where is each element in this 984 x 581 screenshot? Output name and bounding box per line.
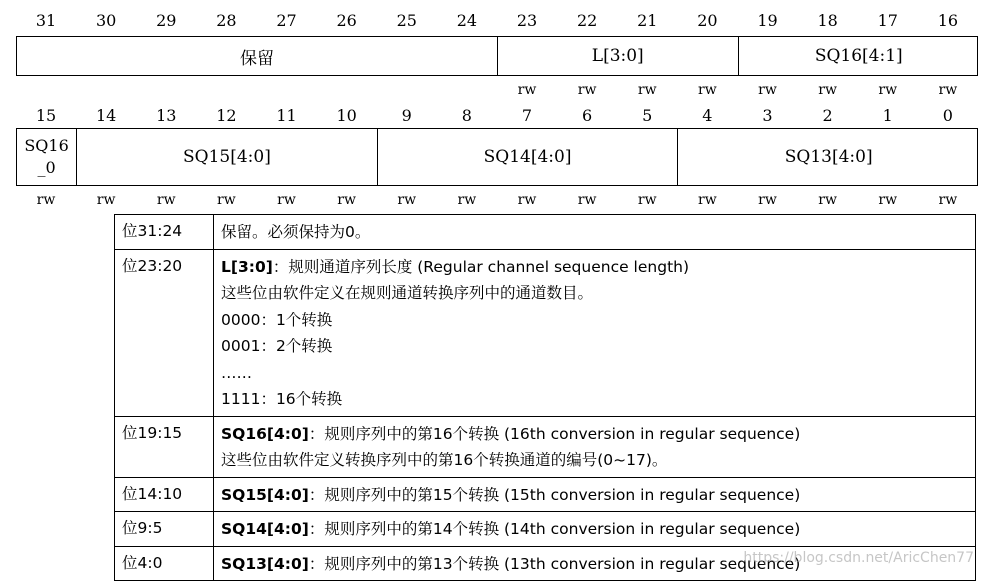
description-line: 0000：1个转换 xyxy=(221,310,333,329)
bit-description xyxy=(214,215,976,250)
access-label: rw xyxy=(457,192,477,208)
bit-number: 11 xyxy=(276,106,297,125)
access-label: rw xyxy=(878,192,898,208)
bottom-register-fields xyxy=(16,128,978,186)
bit-number: 24 xyxy=(456,11,478,30)
table-row xyxy=(115,416,976,477)
bit-range: 位31:24 xyxy=(115,215,214,250)
description-line: L[3:0]：规则通道序列长度 (Regular channel sequence length) xyxy=(221,257,690,276)
bit-number: 10 xyxy=(336,106,357,125)
field-label-line: SQ16 xyxy=(24,136,69,155)
bit-number: 23 xyxy=(516,11,538,30)
access-label: rw xyxy=(878,82,898,98)
access-label: rw xyxy=(577,82,597,98)
bit-number: 8 xyxy=(461,106,472,125)
access-label: rw xyxy=(938,192,958,208)
access-label: rw xyxy=(397,192,417,208)
table-row xyxy=(115,477,976,512)
field-name: SQ15[4:0] xyxy=(221,485,309,504)
bit-number: 26 xyxy=(336,11,357,30)
bit-number: 25 xyxy=(396,11,417,30)
description-line: 保留。必须保持为0。 xyxy=(221,223,371,241)
register-field: SQ15[4:0] xyxy=(77,129,378,185)
register-field: 保留 xyxy=(17,37,498,75)
bit-number: 19 xyxy=(757,11,778,30)
access-label: rw xyxy=(637,192,657,208)
bit-number: 6 xyxy=(582,106,593,125)
access-label: rw xyxy=(217,192,236,208)
bit-number: 0 xyxy=(942,106,953,125)
access-label: rw xyxy=(938,82,958,98)
access-label: rw xyxy=(517,192,537,208)
bit-number: 1 xyxy=(882,106,893,125)
bit-description xyxy=(214,477,976,512)
bit-number: 4 xyxy=(702,106,713,125)
access-label: rw xyxy=(337,192,356,208)
access-label: rw xyxy=(698,82,717,98)
field-name: SQ14[4:0] xyxy=(221,520,309,538)
register-field: L[3:0] xyxy=(498,37,739,75)
table-row xyxy=(115,249,976,416)
register-field xyxy=(17,129,77,185)
access-label: rw xyxy=(517,82,537,98)
bit-range: 位9:5 xyxy=(115,512,214,547)
bit-number: 27 xyxy=(276,11,297,30)
bit-number: 29 xyxy=(156,11,177,30)
bit-number: 5 xyxy=(642,106,653,125)
register-field: SQ16[4:1] xyxy=(814,46,903,66)
bit-description xyxy=(214,512,976,547)
register-field: SQ14[4:0] xyxy=(378,129,679,185)
bit-number: 14 xyxy=(95,106,117,125)
access-label: rw xyxy=(637,82,657,98)
description-line: 这些位由软件定义转换序列中的第16个转换通道的编号(0~17)。 xyxy=(221,451,668,469)
bit-number: 2 xyxy=(822,106,833,125)
bit-range: 位19:15 xyxy=(115,416,214,477)
access-label: rw xyxy=(96,192,116,208)
bit-number: 3 xyxy=(762,106,773,125)
access-label: rw xyxy=(698,192,717,208)
access-label: rw xyxy=(36,192,56,208)
bit-number: 31 xyxy=(35,11,57,30)
access-label: rw xyxy=(818,82,837,98)
bit-number: 28 xyxy=(216,11,237,30)
bit-number: 7 xyxy=(521,106,533,125)
table-row xyxy=(115,215,976,250)
description-line: 这些位由软件定义在规则通道转换序列中的通道数目。 xyxy=(221,284,594,302)
description-line: SQ15[4:0]：规则序列中的第15个转换 (15th conversion in regular sequence) xyxy=(221,485,801,504)
bit-number: 21 xyxy=(637,11,658,30)
bit-description xyxy=(214,249,976,416)
description-line: SQ14[4:0]：规则序列中的第14个转换 (14th conversion in regular sequence) xyxy=(221,520,801,538)
description-line: SQ16[4:0]：规则序列中的第16个转换 (16th conversion in regular sequence) xyxy=(221,424,801,443)
register-field: SQ13[4:0] xyxy=(784,147,873,167)
bit-range: 位4:0 xyxy=(115,546,214,581)
access-label: rw xyxy=(758,82,777,98)
description-line: 0001：2个转换 xyxy=(221,337,333,355)
bit-number: 18 xyxy=(817,11,838,30)
table-row xyxy=(115,512,976,547)
field-name: SQ13[4:0] xyxy=(221,554,309,573)
bit-number: 22 xyxy=(576,11,598,30)
bit-number: 16 xyxy=(937,11,959,30)
bit-number: 9 xyxy=(401,106,412,125)
field-name: L[3:0] xyxy=(221,257,273,276)
description-line: SQ13[4:0]：规则序列中的第13个转换 (13th conversion in regular sequence) xyxy=(221,554,801,573)
bit-number: 13 xyxy=(156,106,177,125)
field-name: SQ16[4:0] xyxy=(221,424,309,443)
field-label-line: _0 xyxy=(37,158,56,177)
bit-number: 17 xyxy=(877,11,898,30)
bit-range: 位14:10 xyxy=(115,477,214,512)
bit-number: 20 xyxy=(697,11,718,30)
description-line: …… xyxy=(221,363,252,382)
bit-number: 30 xyxy=(95,11,117,30)
bit-number: 15 xyxy=(35,106,57,125)
access-label: rw xyxy=(577,192,597,208)
watermark: https://blog.csdn.net/AricChen77 xyxy=(743,550,974,566)
top-register-fields xyxy=(16,36,978,76)
description-line: 1111：16个转换 xyxy=(221,390,343,408)
bit-description-table xyxy=(114,214,976,581)
access-label: rw xyxy=(277,192,296,208)
bit-range: 位23:20 xyxy=(115,249,214,416)
bit-description xyxy=(214,416,976,477)
access-label: rw xyxy=(156,192,176,208)
access-label: rw xyxy=(818,192,837,208)
access-label: rw xyxy=(758,192,777,208)
bit-number: 12 xyxy=(216,106,237,125)
